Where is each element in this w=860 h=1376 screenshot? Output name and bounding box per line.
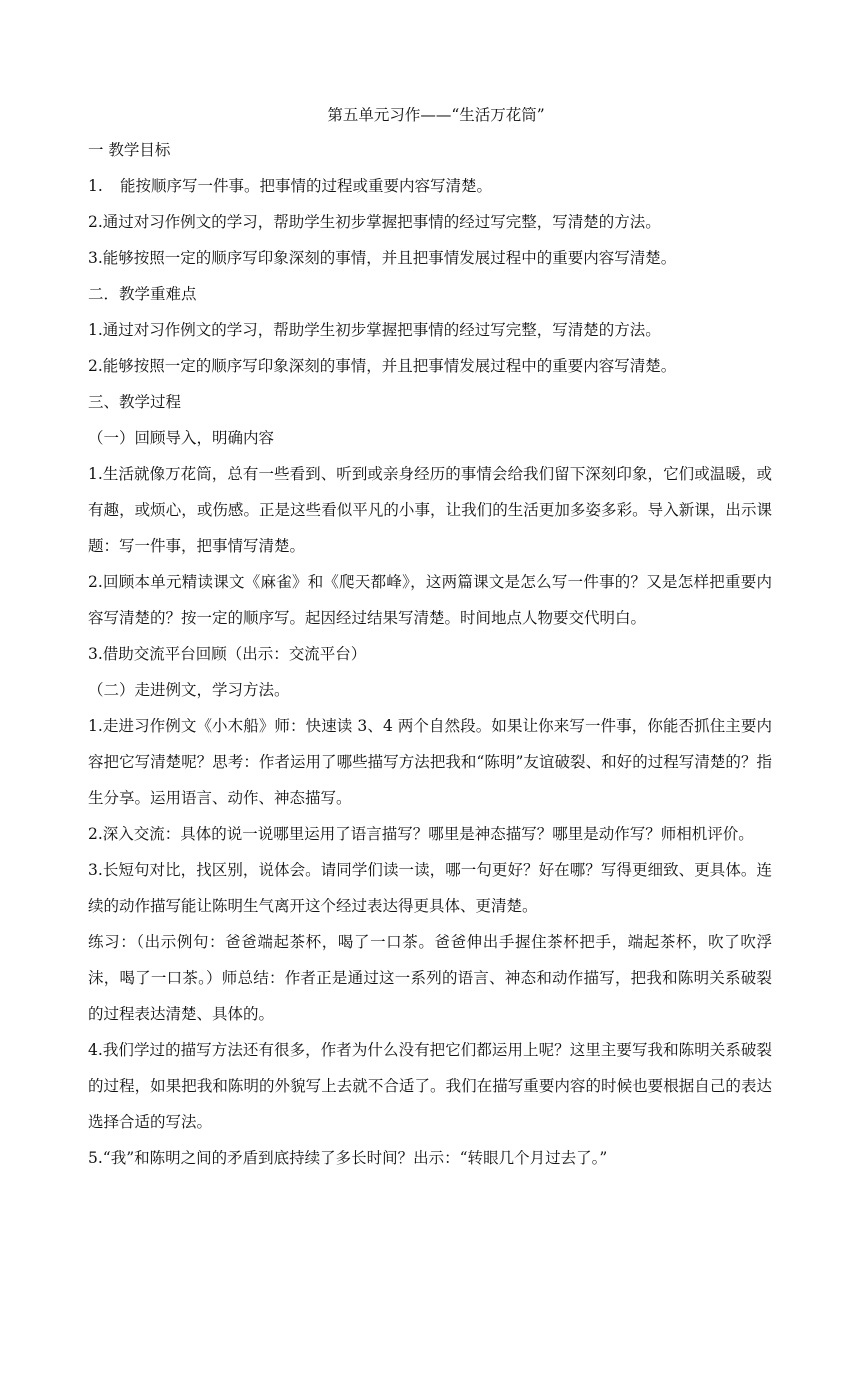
goal-item-3: 3.能够按照一定的顺序写印象深刻的事情，并且把事情发展过程中的重要内容写清楚。: [88, 249, 677, 267]
goal-item-2: 2.通过对习作例文的学习，帮助学生初步掌握把事情的经过写完整，写清楚的方法。: [88, 213, 661, 231]
paragraph-6: 3.长短句对比，找区别，说体会。请同学们读一读，哪一句更好？好在哪？写得更细致、更具体。连续的动作描写能让陈明生气离开这个经过表达得更具体、更清楚。: [88, 861, 772, 915]
subsection-heading-review: （一）回顾导入，明确内容: [88, 429, 275, 447]
document-content: [88, 98, 772, 1176]
paragraph-5: 2.深入交流：具体的说一说哪里运用了语言描写？哪里是神态描写？哪里是动作写？师相机评价。: [88, 825, 754, 843]
paragraph-8: 4.我们学过的描写方法还有很多，作者为什么没有把它们都运用上呢？这里主要写我和陈明关系破裂的过程，如果把我和陈明的外貌写上去就不合适了。我们在描写重要内容的时候也要根据自己的表达选择合适的写法。: [88, 1041, 772, 1131]
section-heading-process: 三、教学过程: [88, 393, 182, 411]
paragraph-3: 3.借助交流平台回顾（出示：交流平台）: [88, 645, 367, 663]
paragraph-7: 练习：（出示例句：爸爸端起茶杯，喝了一口茶。爸爸伸出手握住茶杯把手，端起茶杯，吹了吹浮沫，喝了一口茶。）师总结：作者正是通过这一系列的语言、神态和动作描写，把我和陈明关系破裂的过程表达清楚、具体的。: [88, 933, 772, 1023]
document-title: 第五单元习作——“生活万花筒”: [327, 106, 545, 124]
key-point-2: 2.能够按照一定的顺序写印象深刻的事情，并且把事情发展过程中的重要内容写清楚。: [88, 357, 677, 375]
goal-item-1-number: 1.: [88, 177, 103, 195]
section-heading-key-points: 二．教学重难点: [88, 285, 197, 303]
key-point-1: 1.通过对习作例文的学习，帮助学生初步掌握把事情的经过写完整，写清楚的方法。: [88, 321, 661, 339]
paragraph-4: 1.走进习作例文《小木船》师：快速读 3、4 两个自然段。如果让你来写一件事，你能否抓住主要内容把它写清楚呢？思考：作者运用了哪些描写方法把我和“陈明”友谊破裂、和好的过程写清楚的？指生分享。运用语言、动作、神态描写。: [88, 717, 772, 807]
goal-item-1: [88, 168, 772, 204]
paragraph-9: 5.“我”和陈明之间的矛盾到底持续了多长时间？出示：“转眼几个月过去了。”: [88, 1149, 608, 1167]
subsection-heading-examples: （二）走进例文，学习方法。: [88, 681, 290, 699]
goal-item-1-text: 能按顺序写一件事。把事情的过程或重要内容写清楚。: [120, 177, 493, 195]
paragraph-2: 2.回顾本单元精读课文《麻雀》和《爬天都峰》，这两篇课文是怎么写一件事的？又是怎样把重要内容写清楚的？按一定的顺序写。起因经过结果写清楚。时间地点人物要交代明白。: [88, 573, 772, 627]
paragraph-1: 1.生活就像万花筒，总有一些看到、听到或亲身经历的事情会给我们留下深刻印象，它们或温暖，或有趣，或烦心，或伤感。正是这些看似平凡的小事，让我们的生活更加多姿多彩。导入新课，出示课题：写一件事，把事情写清楚。: [88, 465, 772, 555]
section-heading-goals: 一 教学目标: [88, 141, 171, 159]
